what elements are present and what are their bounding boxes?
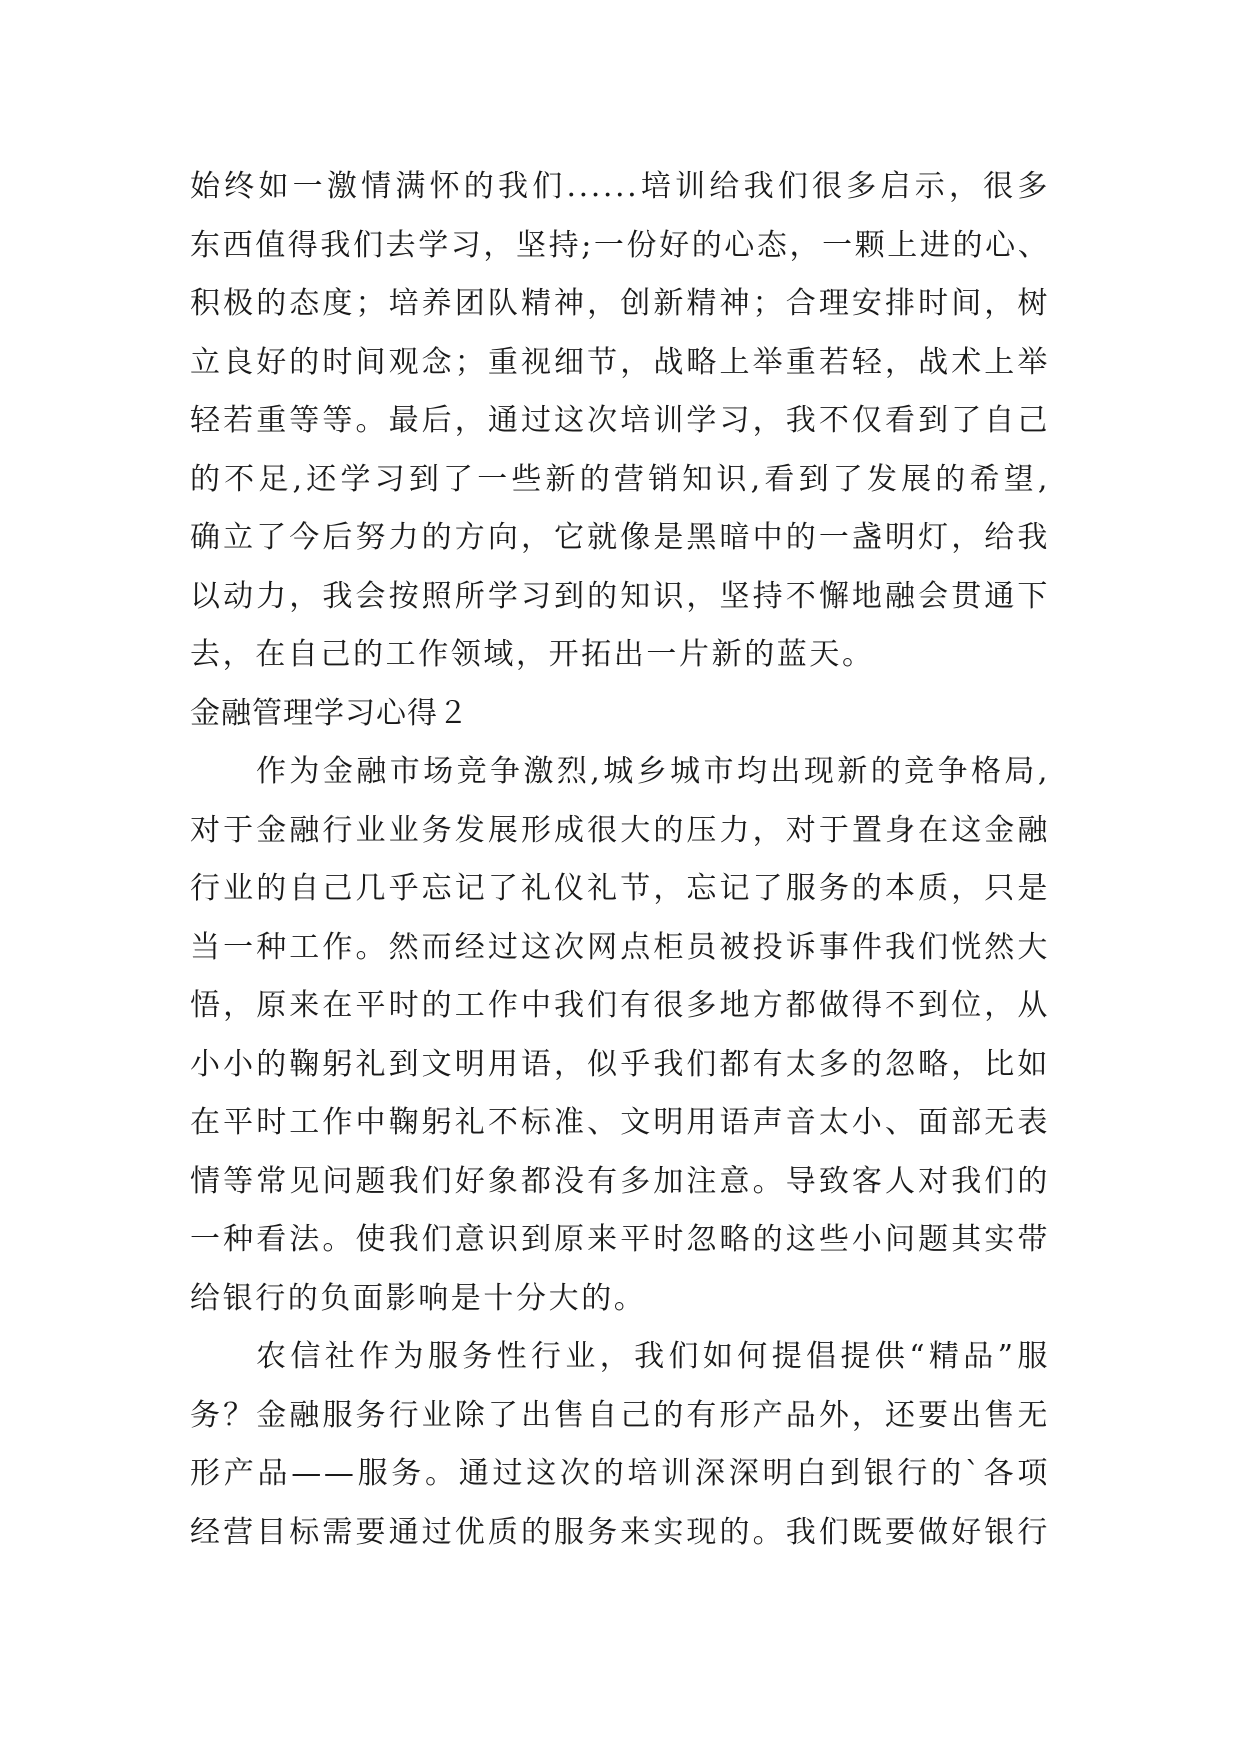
text-line: 一种看法。使我们意识到原来平时忽略的这些小问题其实带 — [190, 1222, 1050, 1257]
text-line: 务？金融服务行业除了出售自己的有形产品外，还要出售无 — [190, 1397, 1050, 1433]
text-line: 农信社作为服务性行业，我们如何提倡提供“精品”服 — [256, 1339, 1050, 1374]
text-line: 确立了今后努力的方向，它就像是黑暗中的一盏明灯，给我 — [190, 520, 1050, 555]
text-line: 情等常见问题我们好象都没有多加注意。导致客人对我们的 — [190, 1163, 1050, 1199]
text-line: 当一种工作。然而经过这次网点柜员被投诉事件我们恍然大 — [190, 929, 1050, 965]
text-line: 作为金融市场竞争激烈,城乡城市均出现新的竞争格局, — [256, 754, 1050, 789]
text-line: 东西值得我们去学习，坚持;一份好的心态，一颗上进的心、 — [190, 227, 1050, 263]
paragraph-financial-competition — [190, 743, 1050, 1328]
text-line: 在平时工作中鞠躬礼不标准、文明用语声音太小、面部无表 — [190, 1105, 1050, 1140]
text-line: 立良好的时间观念；重视细节，战略上举重若轻，战术上举 — [190, 344, 1050, 380]
text-line: 轻若重等等。最后，通过这次培训学习，我不仅看到了自己 — [190, 403, 1050, 438]
document-body — [190, 158, 1050, 1562]
text-line: 经营目标需要通过优质的服务来实现的。我们既要做好银行 — [190, 1514, 1050, 1550]
text-line: 以动力，我会按照所学习到的知识，坚持不懈地融会贯通下 — [190, 578, 1050, 614]
text-line: 去，在自己的工作领域，开拓出一片新的蓝天。 — [190, 637, 875, 672]
text-line: 始终如一激情满怀的我们......培训给我们很多启示，很多 — [190, 169, 1050, 204]
section-heading — [190, 685, 1050, 744]
text-line: 小小的鞠躬礼到文明用语，似乎我们都有太多的忽略，比如 — [190, 1046, 1050, 1082]
text-line: 行业的自己几乎忘记了礼仪礼节，忘记了服务的本质，只是 — [190, 871, 1050, 906]
paragraph-service-industry — [190, 1328, 1050, 1562]
text-line: 的不足,还学习到了一些新的营销知识,看到了发展的希望, — [190, 461, 1050, 497]
heading-text: 金融管理学习心得２ — [190, 695, 469, 731]
text-line: 积极的态度；培养团队精神，创新精神；合理安排时间，树 — [190, 286, 1050, 321]
text-line: 悟，原来在平时的工作中我们有很多地方都做得不到位，从 — [190, 988, 1050, 1023]
paragraph-training-conclusion — [190, 158, 1050, 685]
text-line: 形产品——服务。通过这次的培训深深明白到银行的`各项 — [190, 1456, 1050, 1491]
text-line: 对于金融行业业务发展形成很大的压力，对于置身在这金融 — [190, 812, 1050, 848]
text-line: 给银行的负面影响是十分大的。 — [190, 1280, 647, 1316]
